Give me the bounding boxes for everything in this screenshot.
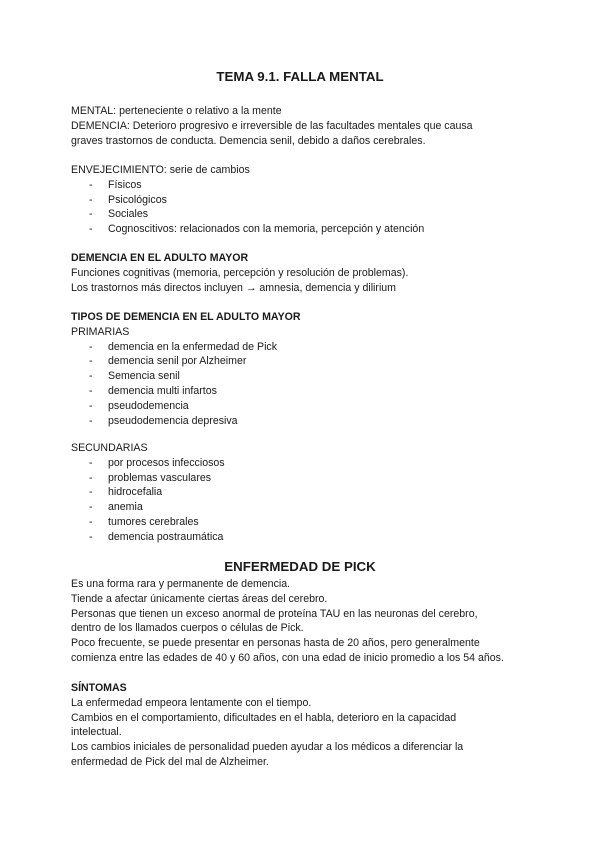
list-item: - demencia multi infartos bbox=[89, 384, 217, 397]
paragraph-line: dentro de los llamados cuerpos o células de Pick. bbox=[71, 622, 304, 635]
paragraph-line: Los trastornos más directos incluyen → amnesia, demencia y dilirium bbox=[71, 281, 397, 294]
paragraph-line: intelectual. bbox=[71, 726, 122, 739]
pick-section bbox=[71, 577, 531, 666]
list-item: - Sociales bbox=[89, 208, 149, 221]
paragraph-line: Tiende a afectar únicamente ciertas áreas del cerebro. bbox=[71, 592, 328, 605]
paragraph-line: Personas que tienen un exceso anormal de proteína TAU en las neuronas del cerebro, bbox=[71, 607, 478, 620]
section-heading: SÍNTOMAS bbox=[71, 682, 127, 694]
list-item: - demencia en la enfermedad de Pick bbox=[89, 340, 278, 353]
list-item: - pseudodemencia bbox=[89, 399, 189, 412]
tipos-section bbox=[71, 310, 531, 428]
paragraph-line: La enfermedad empeora lentamente con el tiempo. bbox=[71, 696, 312, 709]
secundarias-section bbox=[71, 441, 531, 545]
paragraph-line: enfermedad de Pick del mal de Alzheimer. bbox=[71, 755, 269, 768]
list-item: - problemas vasculares bbox=[89, 471, 212, 484]
secundarias-label: SECUNDARIAS bbox=[71, 442, 148, 454]
envejecimiento-section bbox=[71, 163, 531, 237]
page-title: TEMA 9.1. FALLA MENTAL bbox=[216, 69, 384, 84]
list-item: - tumores cerebrales bbox=[89, 515, 199, 528]
list-item: - demencia senil por Alzheimer bbox=[89, 355, 247, 368]
paragraph-line: Funciones cognitivas (memoria, percepción y resolución de problemas). bbox=[71, 266, 409, 279]
list-item: - demencia postraumática bbox=[89, 530, 224, 543]
intro-line: graves trastornos de conducta. Demencia senil, debido a daños cerebrales. bbox=[71, 134, 426, 147]
list-item: - Semencia senil bbox=[89, 370, 180, 383]
pick-heading: ENFERMEDAD DE PICK bbox=[224, 559, 376, 574]
intro-section bbox=[71, 104, 531, 148]
list-item: - Cognoscitivos: relacionados con la memoria, percepción y atención bbox=[89, 223, 425, 236]
sintomas-section bbox=[71, 681, 531, 770]
list-item: - por procesos infecciosos bbox=[89, 456, 225, 469]
paragraph-line: Es una forma rara y permanente de demencia. bbox=[71, 578, 291, 590]
primarias-list bbox=[71, 340, 531, 429]
section-heading: TIPOS DE DEMENCIA EN EL ADULTO MAYOR bbox=[71, 311, 301, 323]
paragraph-line: Poco frecuente, se puede presentar en personas hasta de 20 años, pero generalmente bbox=[71, 637, 480, 650]
envejecimiento-heading: ENVEJECIMIENTO: serie de cambios bbox=[71, 164, 250, 176]
secundarias-list bbox=[71, 456, 531, 545]
paragraph-line: comienza entre las edades de 40 y 60 años, con una edad de inicio promedio a los 54 años. bbox=[71, 651, 504, 664]
paragraph-line: Cambios en el comportamiento, dificultades en el habla, deterioro en la capacidad bbox=[71, 711, 457, 724]
list-item: - Psicológicos bbox=[89, 193, 167, 206]
adulto-mayor-section bbox=[71, 251, 531, 295]
list-item: - hidrocefalia bbox=[89, 486, 163, 499]
section-heading: DEMENCIA EN EL ADULTO MAYOR bbox=[71, 252, 249, 264]
list-item: - Físicos bbox=[89, 178, 142, 191]
envejecimiento-list bbox=[71, 178, 531, 237]
intro-line: DEMENCIA: Deterioro progresivo e irreversible de las facultades mentales que causa bbox=[71, 119, 473, 132]
list-item: - anemia bbox=[89, 501, 143, 514]
intro-line: MENTAL: perteneciente o relativo a la mente bbox=[71, 105, 282, 117]
paragraph-line: Los cambios iniciales de personalidad pueden ayudar a los médicos a diferenciar la bbox=[71, 741, 464, 754]
primarias-label: PRIMARIAS bbox=[71, 325, 130, 338]
list-item: - pseudodemencia depresiva bbox=[89, 414, 238, 427]
